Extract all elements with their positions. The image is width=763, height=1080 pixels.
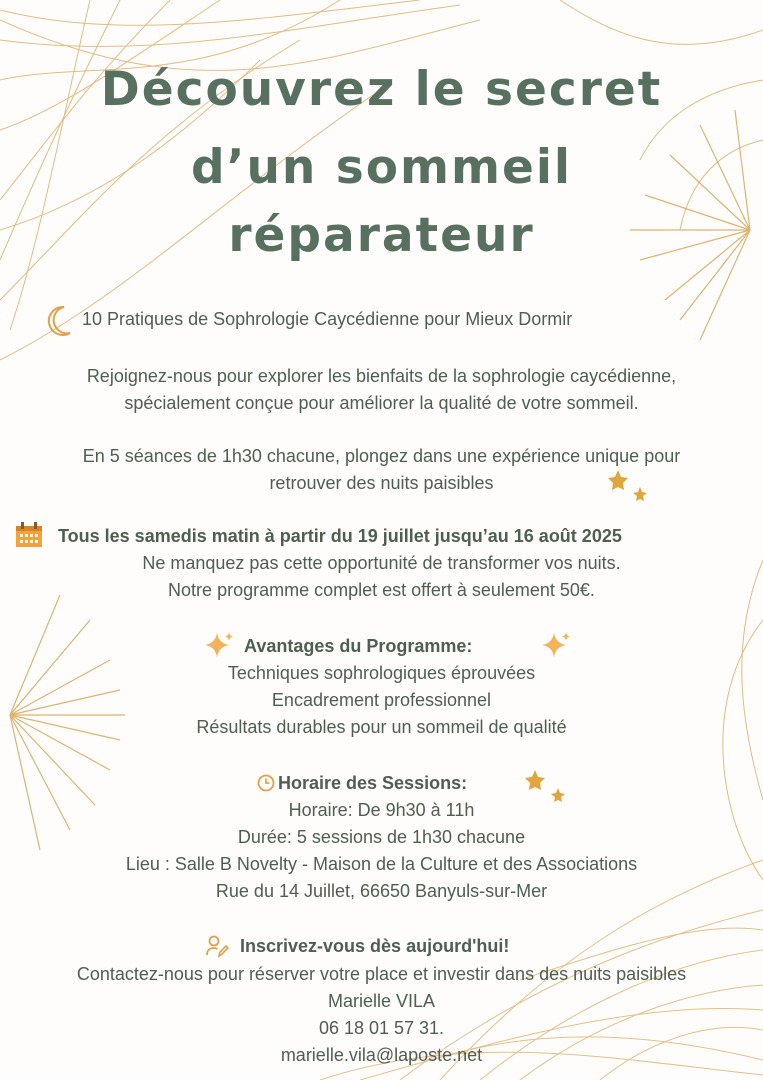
moon-icon: [44, 304, 74, 338]
schedule-address: Rue du 14 Juillet, 66650 Banyuls-sur-Mer: [215, 881, 548, 901]
contact-name: Marielle VILA: [327, 991, 436, 1011]
schedule-place: Lieu : Salle B Novelty - Maison de la Culture et des Associations: [125, 854, 638, 874]
advantage-item: Encadrement professionnel: [271, 690, 492, 710]
advantage-item: Techniques sophrologiques éprouvées: [227, 663, 536, 683]
dates-line-1: Ne manquez pas cette opportunité de transformer vos nuits.: [142, 553, 621, 573]
intro-line-1: Rejoignez-nous pour explorer les bienfaits de la sophrologie caycédienne,: [86, 366, 677, 386]
subtitle: 10 Pratiques de Sophrologie Caycédienne pour Mieux Dormir: [82, 309, 573, 329]
person-edit-icon: [205, 934, 229, 958]
page-title-line-2: d’un sommeil: [190, 140, 573, 195]
signup-contact-line: Contactez-nous pour réserver votre place et investir dans des nuits paisibles: [76, 964, 687, 984]
intro-line-4: retrouver des nuits paisibles: [269, 473, 494, 493]
sparkle-icon: [203, 630, 235, 660]
page-title-line-1: Découvrez le secret: [100, 62, 663, 117]
schedule-duration: Durée: 5 sessions de 1h30 chacune: [237, 827, 526, 847]
clock-icon: [257, 774, 275, 792]
intro-line-2: spécialement conçue pour améliorer la qualité de votre sommeil.: [124, 393, 639, 413]
sparkle-icon: [540, 630, 572, 660]
page-title-line-3: réparateur: [228, 208, 535, 263]
advantages-heading: Avantages du Programme:: [244, 636, 473, 656]
advantage-item: Résultats durables pour un sommeil de qualité: [196, 717, 567, 737]
signup-heading: Inscrivez-vous dès aujourd'hui!: [240, 936, 510, 956]
schedule-hours: Horaire: De 9h30 à 11h: [288, 800, 475, 820]
schedule-heading: Horaire des Sessions:: [278, 773, 468, 793]
intro-line-3: En 5 séances de 1h30 chacune, plongez dans une expérience unique pour: [82, 446, 681, 466]
contact-email: marielle.vila@laposte.net: [280, 1045, 483, 1065]
dates-line-2: Notre programme complet est offert à seulement 50€.: [168, 580, 595, 600]
dates-heading: Tous les samedis matin à partir du 19 juillet jusqu’au 16 août 2025: [58, 526, 622, 546]
calendar-icon: [15, 522, 43, 548]
contact-phone: 06 18 01 57 31.: [318, 1018, 445, 1038]
